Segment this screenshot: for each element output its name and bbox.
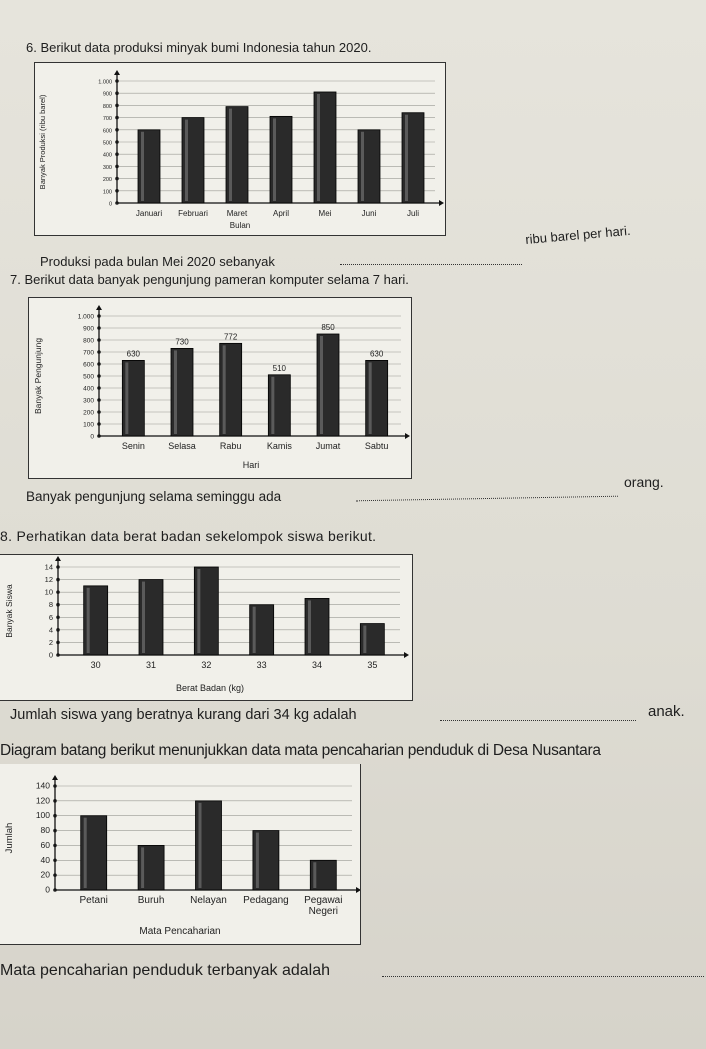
x-tick-label: Juni [361, 209, 377, 218]
y-tick-label: 6 [48, 612, 53, 622]
y-tick-label: 600 [83, 361, 94, 369]
y-tick-label: 700 [83, 349, 94, 357]
chart-oil-production-svg [35, 63, 445, 235]
y-axis-title: Jumlah [4, 822, 15, 854]
q8-title: 8. Perhatikan data berat badan sekelompok siswa berikut. [0, 528, 377, 544]
chart-occupation [0, 764, 361, 945]
bar-highlight [199, 803, 202, 888]
q7-prompt: Banyak pengunjung selama seminggu ada [26, 489, 282, 504]
x-axis-arrow [405, 433, 410, 439]
q6-unit: ribu barel per hari. [524, 222, 632, 247]
bar-highlight [185, 120, 188, 201]
y-tick-label: 4 [48, 625, 53, 635]
x-tick-label: Sabtu [364, 441, 389, 451]
bar-highlight [174, 350, 177, 434]
bar-highlight [141, 847, 144, 888]
y-tick-label: 0 [90, 433, 94, 441]
data-label: 510 [272, 363, 287, 373]
bar-highlight [317, 94, 320, 201]
x-tick-label: 32 [201, 660, 212, 670]
chart-oil-production [34, 62, 446, 236]
bar-highlight [369, 362, 372, 434]
bar-highlight [84, 818, 87, 888]
x-tick-label: Maret [226, 209, 248, 218]
bar-highlight [320, 336, 323, 434]
q7-answer-blank[interactable] [356, 496, 618, 502]
x-tick-label: Selasa [168, 441, 196, 451]
y-tick-label: 400 [83, 385, 94, 393]
y-tick-label: 200 [102, 177, 112, 184]
y-axis-title: Banyak Pengunjung [33, 337, 43, 415]
y-tick-label: 40 [40, 854, 50, 865]
x-tick-label: 35 [367, 660, 378, 670]
y-tick-label: 800 [102, 103, 112, 110]
y-axis-title: Banyak Produksi (ribu barel) [38, 94, 47, 190]
bar-highlight [223, 345, 226, 434]
x-axis-title: Berat Badan (kg) [175, 683, 245, 693]
x-tick-label: Februari [178, 209, 208, 218]
y-tick-label: 500 [102, 140, 112, 147]
x-tick-label: Buruh [137, 895, 165, 906]
q6-title: 6. Berikut data produksi minyak bumi Indonesia tahun 2020. [26, 40, 372, 55]
q6-prompt: Produksi pada bulan Mei 2020 sebanyak [40, 254, 275, 269]
bar-highlight [197, 569, 200, 653]
y-tick-label: 12 [44, 575, 53, 585]
bar-highlight [87, 588, 90, 653]
y-tick-label: 1.000 [98, 79, 112, 86]
y-tick-label: 400 [102, 152, 112, 159]
y-axis-arrow [96, 305, 102, 310]
y-tick-label: 100 [83, 421, 94, 429]
x-tick-label: 33 [256, 660, 267, 670]
x-axis-arrow [439, 200, 444, 206]
bar-highlight [405, 115, 408, 201]
y-tick-label: 100 [102, 189, 112, 196]
y-tick-label: 20 [40, 869, 50, 880]
data-label: 730 [175, 337, 189, 347]
y-tick-label: 2 [48, 637, 53, 647]
y-tick-label: 60 [40, 839, 50, 850]
y-tick-label: 0 [45, 884, 50, 895]
y-axis-arrow [114, 70, 120, 75]
y-tick-label: 10 [44, 587, 53, 597]
x-axis-title: Bulan [229, 221, 251, 230]
x-axis-title: Mata Pencaharian [139, 926, 221, 937]
x-axis-arrow [404, 652, 409, 658]
x-tick-label: Rabu [219, 441, 242, 451]
bar-highlight [141, 132, 144, 201]
chart-weight-svg [0, 555, 412, 700]
x-axis-arrow [356, 887, 360, 893]
y-tick-label: 140 [35, 780, 50, 791]
y-tick-label: 80 [40, 825, 50, 836]
q7-unit: orang. [624, 474, 664, 490]
x-tick-label: April [272, 209, 290, 218]
q8-prompt: Jumlah siswa yang beratnya kurang dari 34 kg adalah [10, 707, 357, 723]
bar-highlight [271, 377, 274, 434]
x-tick-label: Kamis [266, 441, 292, 451]
bar-highlight [308, 600, 311, 653]
x-tick-label: Januari [135, 209, 163, 218]
y-tick-label: 14 [44, 562, 53, 572]
x-tick-label: 34 [311, 660, 323, 670]
y-tick-label: 500 [83, 373, 94, 381]
q9-title: Diagram batang berikut menunjukkan data mata pencaharian penduduk di Desa Nusantara [0, 742, 601, 759]
y-axis-title: Banyak Siswa [4, 584, 14, 638]
x-tick-label: Nelayan [190, 895, 227, 906]
q9-answer-blank[interactable] [382, 976, 704, 977]
bar-highlight [253, 607, 256, 653]
x-tick-label: Pegawai [304, 895, 343, 906]
x-tick-label: Negeri [308, 906, 339, 917]
bar-highlight [273, 118, 276, 201]
bar-highlight [363, 626, 366, 653]
chart-weight [0, 554, 413, 701]
q8-unit: anak. [648, 703, 685, 720]
bar-highlight [361, 132, 364, 201]
bar-highlight [125, 362, 128, 434]
y-tick-label: 900 [102, 91, 112, 98]
data-label: 772 [223, 332, 238, 342]
x-tick-label: 30 [90, 660, 101, 670]
y-tick-label: 300 [83, 397, 94, 405]
y-tick-label: 0 [108, 201, 112, 208]
y-tick-label: 900 [83, 325, 94, 333]
x-tick-label: Mei [318, 209, 332, 218]
y-tick-label: 100 [35, 810, 50, 821]
q8-answer-blank[interactable] [440, 720, 636, 721]
chart-visitors [28, 297, 412, 479]
bar-highlight [229, 109, 232, 201]
data-label: 630 [369, 349, 384, 359]
y-axis-arrow [52, 775, 58, 780]
y-tick-label: 800 [83, 337, 94, 345]
x-axis-title: Hari [242, 460, 260, 470]
y-tick-label: 120 [35, 795, 50, 806]
bar-highlight [313, 862, 316, 888]
y-tick-label: 700 [102, 116, 112, 123]
x-tick-label: Jumat [315, 441, 341, 451]
q7-title: 7. Berikut data banyak pengunjung pameran komputer selama 7 hari. [10, 272, 409, 287]
x-tick-label: Juli [406, 209, 420, 218]
y-tick-label: 8 [48, 600, 53, 610]
chart-occupation-svg [0, 764, 360, 944]
y-axis-arrow [55, 556, 61, 561]
x-tick-label: Pedagang [243, 895, 289, 906]
y-tick-label: 600 [102, 128, 112, 135]
x-tick-label: 31 [145, 660, 157, 670]
q9-prompt: Mata pencaharian penduduk terbanyak adalah [0, 962, 331, 979]
y-tick-label: 0 [48, 650, 53, 660]
x-tick-label: Petani [79, 895, 108, 906]
bar-highlight [256, 833, 259, 888]
x-tick-label: Senin [121, 441, 145, 451]
data-label: 630 [126, 349, 141, 359]
y-tick-label: 1.000 [77, 313, 94, 321]
y-tick-label: 300 [102, 164, 112, 171]
bar-highlight [142, 582, 145, 653]
data-label: 850 [321, 323, 335, 332]
chart-visitors-svg [29, 298, 411, 478]
q6-answer-blank[interactable] [340, 264, 522, 265]
y-tick-label: 200 [83, 409, 94, 417]
